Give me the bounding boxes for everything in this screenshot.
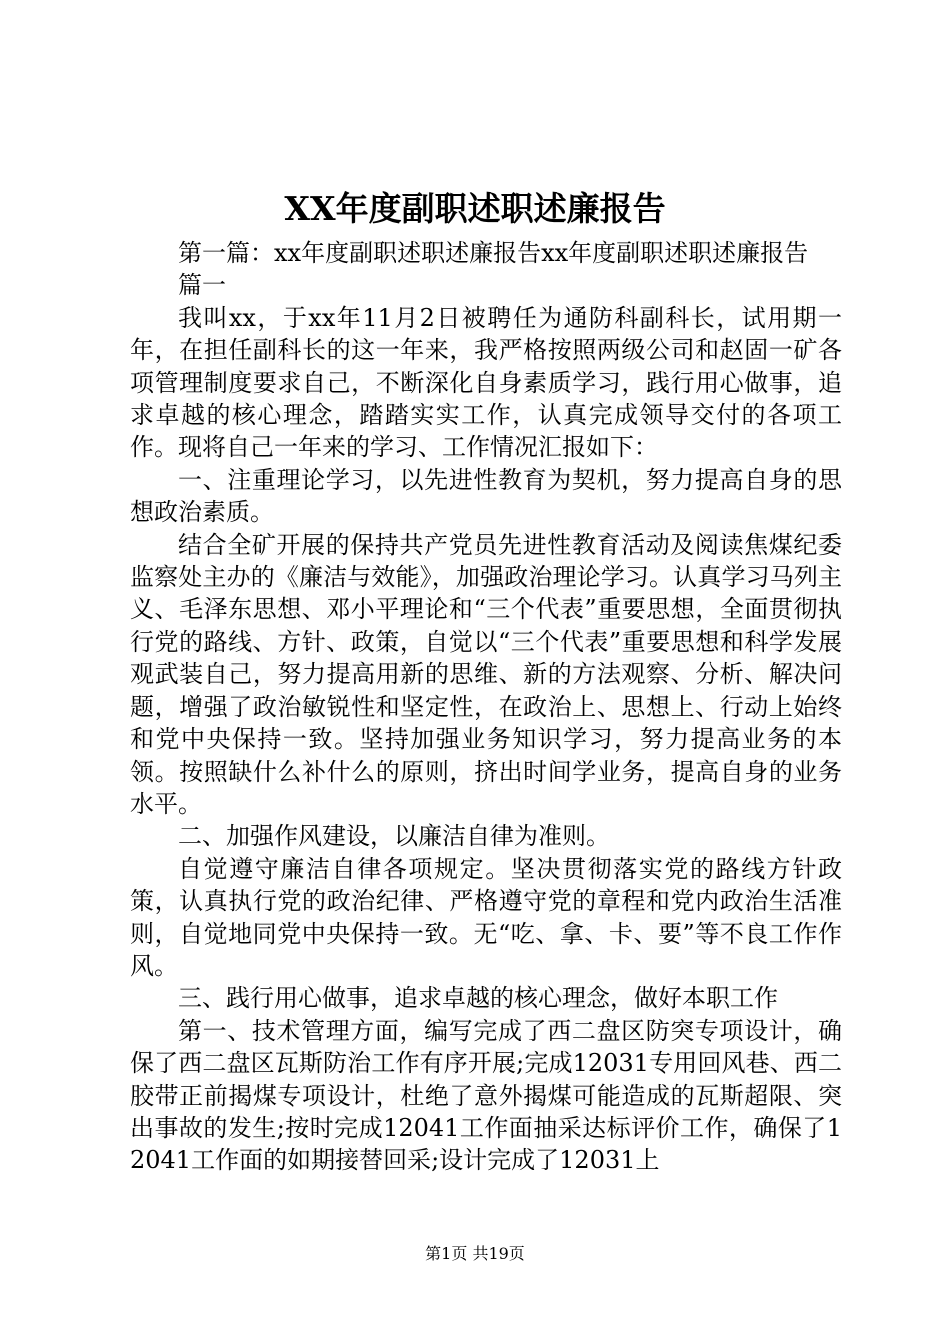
paragraph-section-two-heading: 二、加强作风建设，以廉洁自律为准则。	[178, 822, 610, 851]
document-body	[130, 237, 842, 1177]
paragraph-section-three-body: 第一、技术管理方面，编写完成了西二盘区防突专项设计，确保了西二盘区瓦斯防治工作有序开展;完成12031专用回风巷、西二胶带正前揭煤专项设计，杜绝了意外揭煤可能造成的瓦斯超限、突出事故的发生;按时完成12041工作面抽采达标评价工作，确保了12041工作面的如期接替回采;设计完成了12031上	[130, 1016, 842, 1175]
paragraph-section-two-body: 自觉遵守廉洁自律各项规定。坚决贯彻落实党的路线方针政策，认真执行党的政治纪律、严格遵守党的章程和党内政治生活准则，自觉地同党中央保持一致。无“吃、拿、卡、要”等不良工作作风。	[130, 854, 842, 980]
page-footer: 第1页 共19页	[425, 1244, 525, 1263]
paragraph-section-three-heading: 三、践行用心做事，追求卓越的核心理念，做好本职工作	[178, 984, 778, 1013]
document-title: XX年度副职述职述廉报告	[284, 189, 666, 228]
paragraph-heading-first: 第一篇：xx年度副职述职述廉报告xx年度副职述职述廉报告	[178, 239, 809, 267]
paragraph-section-label: 篇一	[178, 271, 226, 300]
paragraph-section-one-body: 结合全矿开展的保持共产党员先进性教育活动及阅读焦煤纪委监察处主办的《廉洁与效能》，加强政治理论学习。认真学习马列主义、毛泽东思想、邓小平理论和“三个代表”重要思想，全面贯彻执行党的路线、方针、政策，自觉以“三个代表”重要思想和科学发展观武装自己，努力提高用新的思维、新的方法观察、分析、解决问题，增强了政治敏锐性和坚定性，在政治上、思想上、行动上始终和党中央保持一致。坚持加强业务知识学习，努力提高业务的本领。按照缺什么补什么的原则，挤出时间学业务，提高自身的业务水平。	[130, 530, 842, 818]
paragraph-intro: 我叫xx，于xx年11月2日被聘任为通防科副科长，试用期一年，在担任副科长的这一年来，我严格按照两级公司和赵固一矿各项管理制度要求自己，不断深化自身素质学习，践行用心做事，追求卓越的核心理念，踏踏实实工作，认真完成领导交付的各项工作。现将自己一年来的学习、工作情况汇报如下：	[130, 303, 842, 462]
paragraph-section-one-heading: 一、注重理论学习，以先进性教育为契机，努力提高自身的思想政治素质。	[130, 465, 842, 527]
